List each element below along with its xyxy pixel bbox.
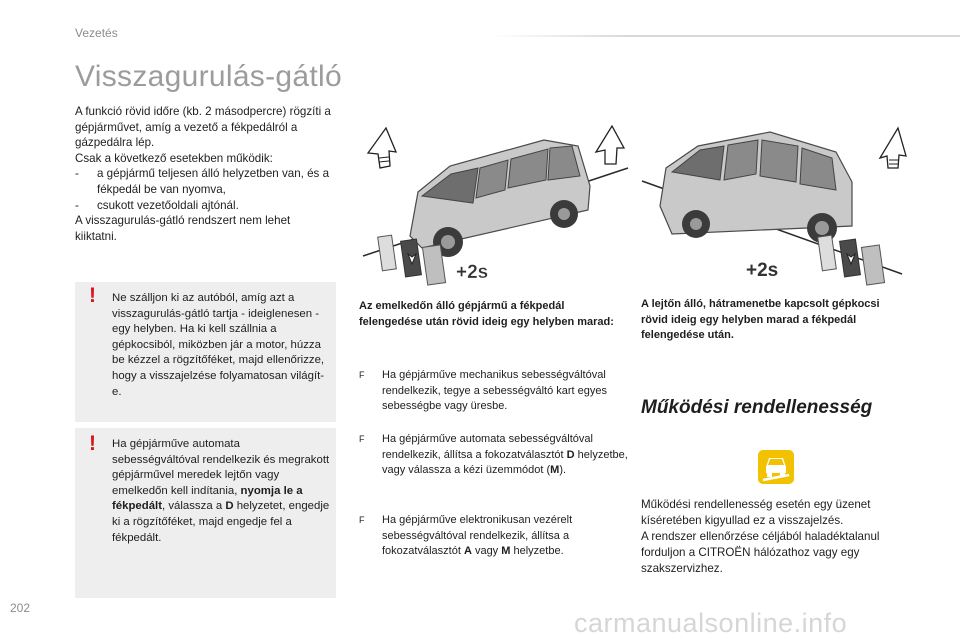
fault-paragraph-2: A rendszer ellenőrzése céljából haladéktalanul forduljon a CITROËN hálózathoz vagy egy szakszervizhez. — [641, 530, 880, 575]
uphill-arrow-icon — [368, 128, 396, 168]
intro-paragraph-2: Csak a következő esetekben működik: — [75, 151, 273, 165]
bullet-automatic-gearbox — [359, 432, 629, 496]
intro-list-item-text: csukott vezetőoldali ajtónál. — [97, 198, 239, 212]
watermark: carmanualsonline.info — [574, 608, 848, 638]
bullet-manual-gearbox — [359, 368, 629, 418]
warning-text-part: Ha gépjárműve automata sebességváltóval rendelkezik és megrakott gépjárművel meredek lejtőn vagy emelkedőn kell indítania, — [112, 438, 330, 497]
bullet-text-bold: D — [566, 448, 575, 461]
bullet-text-part: Ha gépjárműve elektronikusan vezérelt sebességváltóval rendelkezik, állítsa a fokozatválasztót — [382, 514, 573, 558]
bullet-text-part: helyzetbe. — [510, 545, 564, 558]
warning-text — [112, 437, 330, 546]
bullet-text: Ha gépjárműve mechanikus sebességváltóval rendelkezik, tegye a sebességváltó kart egyes sebességbe vagy üresbe. — [382, 369, 608, 413]
fault-section-title: Működési rendellenesség — [641, 397, 873, 418]
timer-badge: +2s — [456, 262, 489, 283]
page-title: Visszagurulás-gátló — [75, 60, 342, 93]
bullet-electronic-gearbox — [359, 513, 629, 563]
intro-list-item-text: a gépjármű teljesen álló helyzetben van, és a fékpedál be van nyomva, — [97, 167, 330, 196]
warning-text-bold: D — [225, 500, 234, 513]
hill-start-fault-icon — [757, 449, 795, 485]
bullet-text-part: helyzetbe, vagy válassza a kézi üzemmódot ( — [382, 448, 628, 477]
van-icon — [660, 132, 852, 243]
timer-badge: +2s — [746, 260, 779, 281]
bullet-text-bold: A — [463, 545, 472, 558]
intro-text — [75, 104, 335, 244]
bullet-text — [382, 432, 630, 479]
bullet-text — [382, 513, 630, 560]
intro-paragraph-1: A funkció rövid időre (kb. 2 másodpercre) rögzíti a gépjárművet, amíg a vezető a fékpedálról a gázpedálra lép. — [75, 105, 331, 150]
bullet-icon: F — [359, 515, 365, 525]
van-icon — [410, 140, 590, 257]
warning-text-bold: nyomja le a fékpedált — [112, 484, 303, 513]
caption-downhill: A lejtőn álló, hátramenetbe kapcsolt gépkocsi rövid ideig egy helyben marad a fékpedál felengedése után. — [641, 298, 880, 341]
fault-paragraph-1: Működési rendellenesség esetén egy üzenet kíséretében kigyullad ez a visszajelzés. — [641, 498, 871, 527]
bullet-icon: F — [359, 370, 365, 380]
uphill-van-illustration — [358, 118, 630, 296]
bullet-icon: F — [359, 434, 365, 444]
header-bar — [0, 0, 960, 44]
warning-icon: ! — [89, 432, 96, 455]
intro-list-item — [75, 166, 335, 197]
forward-arrow-icon — [596, 126, 624, 164]
downhill-van-illustration — [640, 116, 910, 296]
warning-box-exit — [75, 282, 336, 422]
warning-text-part: , válassza a — [162, 500, 226, 513]
intro-paragraph-3: A visszagurulás-gátló rendszert nem lehet kiiktatni. — [75, 214, 291, 243]
bullet-text-part: vagy — [471, 545, 502, 558]
pedals-icon — [818, 235, 885, 285]
bullet-text-bold: M — [550, 464, 560, 477]
section-label: Vezetés — [75, 26, 118, 40]
header-rule — [490, 35, 960, 37]
caption-uphill: Az emelkedőn álló gépjármű a fékpedál felengedése után rövid ideig egy helyben marad: — [359, 300, 614, 328]
warning-icon: ! — [89, 284, 96, 307]
downhill-arrow-icon — [880, 128, 906, 168]
warning-box-automatic — [75, 428, 336, 598]
fault-text — [641, 497, 909, 577]
bullet-text-part: Ha gépjárműve automata sebességváltóval rendelkezik, állítsa a fokozatválasztót — [382, 433, 593, 461]
bullet-text-part: ). — [559, 464, 567, 477]
warning-text: Ne szálljon ki az autóból, amíg azt a visszagurulás-gátló tartja - ideiglenesen - egy helyben. Ha ki kell szállnia a gépkocsiból, miközben jár a motor, húzza be kézzel a rögzítőféket, majd ellenőrizze, hogy a visszajelzése folyamatosan világít-e. — [112, 292, 325, 398]
dash-icon: - — [75, 198, 79, 212]
bullet-text-bold: M — [501, 545, 511, 558]
warning-text-part: helyzetet, engedje ki a rögzítőféket, majd engedje fel a fékpedált. — [112, 500, 330, 544]
intro-list-item — [75, 198, 335, 214]
page-number: 202 — [10, 601, 31, 615]
dash-icon: - — [75, 167, 79, 181]
